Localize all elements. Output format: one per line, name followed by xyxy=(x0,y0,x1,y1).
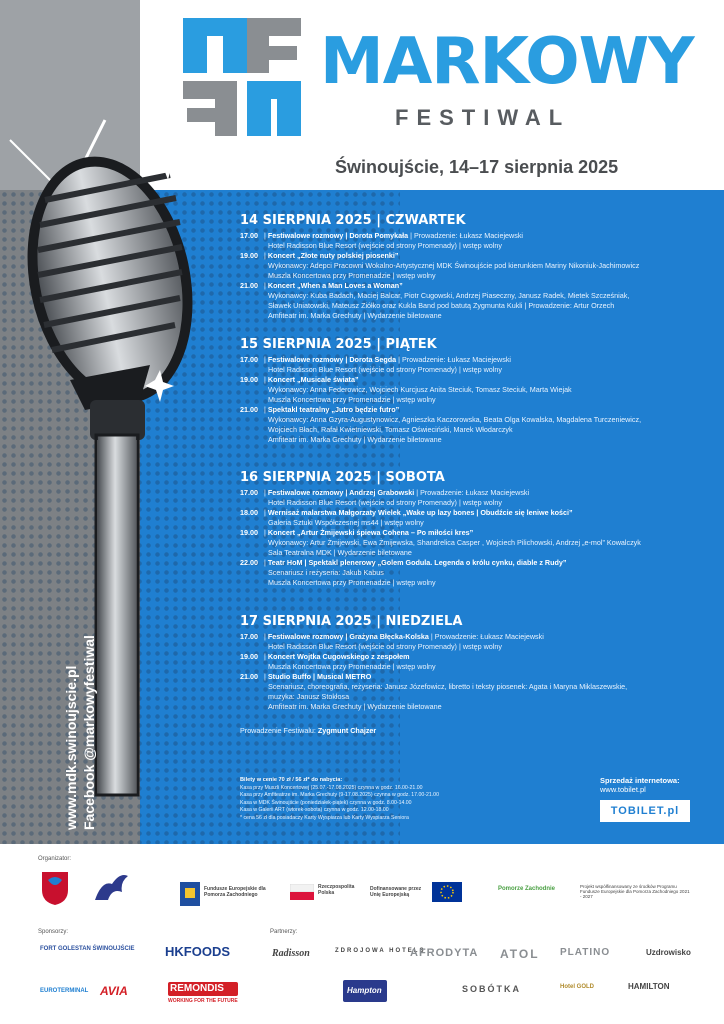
event-name: Wernisaż malarstwa Małgorzaty Wielek „Wake up lazy bones | Obudźcie się leniwe kości” xyxy=(267,508,573,517)
event-detail: Muszla Koncertowa przy Promenadzie | wstęp wolny xyxy=(268,578,436,587)
event-detail: Hotel Radisson Blue Resort (wejście od strony Promenady) | wstęp wolny xyxy=(268,642,502,651)
pomorze-logo: Pomorze Zachodnie xyxy=(498,886,556,892)
partner-logo: Hampton xyxy=(347,986,382,995)
tickets-line: Kasa przy Amfiteatrze im. Marka Grechuty (9-17.08.2025) czynna w godz. 17.00-21.00 xyxy=(240,792,439,798)
event-time: 17.00 xyxy=(240,355,258,364)
day-heading: 17 SIERPNIA 2025 | NIEDZIELA xyxy=(240,614,463,629)
organizer-label: Organizator: xyxy=(38,856,72,862)
event-time: 17.00 xyxy=(240,488,258,497)
fe-flag-icon xyxy=(180,882,200,906)
event-item: 19.00 | Koncert „Musicale świata” Wykonawcy: Anna Federowicz, Wojciech Kurcjusz Anita Steciuk, Tomasz Steciuk, Marta Wiejak Muszla Koncertowa przy Promenadzie | wstęp wolny xyxy=(240,375,710,405)
tickets-line: Kasa w MDK Świnoujście (poniedziałek-piątek) czynna w godz. 8.00-14.00 xyxy=(240,799,412,806)
event-item: 17.00 | Festiwalowe rozmowy | Andrzej Grabowski | Prowadzenie: Łukasz Maciejewski Hotel Radisson Blue Resort (wejście od strony Promenady) | wstęp wolny xyxy=(240,488,710,508)
event-detail: Sala Teatralna MDK | Wydarzenie biletowane xyxy=(268,548,412,557)
event-item: 19.00 | Koncert Wojtka Cugowskiego z zespołem Muszla Koncertowa przy Promenadzie | wstęp wolny xyxy=(240,652,710,672)
footer xyxy=(0,844,724,1024)
event-name: Koncert „Złote nuty polskiej piosenki” xyxy=(267,251,399,260)
event-name: Festiwalowe rozmowy | Andrzej Grabowski xyxy=(267,488,415,497)
event-detail: Wykonawcy: Adepci Pracowni Wokalno-Artystycznej MDK Świnoujście pod kierunkiem Mariny Nikoniuk-Jachimowicz xyxy=(268,261,640,270)
poland-flag-icon xyxy=(290,884,314,900)
tickets-line: Kasa w Galerii ART (wtorek-sobota) czynna w godz. 12.00-18.00 xyxy=(240,807,389,813)
day-section xyxy=(240,614,710,712)
event-detail: Scenariusz i reżyseria: Jakub Kabus xyxy=(268,568,384,577)
tickets-line: * cena 56 zł dla posiadaczy Karty Wyspiarza lub Karty Wyspiarza Seniora xyxy=(240,814,409,821)
tickets-info xyxy=(240,777,500,822)
event-time: 21.00 xyxy=(240,281,258,290)
event-host: | Prowadzenie: Łukasz Maciejewski xyxy=(428,632,544,641)
event-detail: Hotel Radisson Blue Resort (wejście od strony Promenady) | wstęp wolny xyxy=(268,498,502,507)
event-time: 22.00 xyxy=(240,558,258,567)
event-detail: Galeria Sztuki Współczesnej ms44 | wstęp wolny xyxy=(268,518,424,527)
partner-logo: Hotel GOLD xyxy=(560,984,594,990)
event-detail: Muszla Koncertowa przy Promenadzie | wstęp wolny xyxy=(268,395,436,404)
event-item: 17.00 | Festiwalowe rozmowy | Grażyna Błęcka-Kolska | Prowadzenie: Łukasz Maciejewski Hotel Radisson Blue Resort (wejście od strony Promenady) | wstęp wolny xyxy=(240,632,710,652)
event-item: 21.00 | Spektakl teatralny „Jutro będzie futro” Wykonawcy: Anna Gzyra-Augustynowicz, Agnieszka Kaczorowska, Beata Olga Kowalska, Magdalena Turczeniewicz, Wojciech Błach, Rafał Kwietniewski, Tomasz Oświeciński, Marek Włodarczyk Amfiteatr im. Marka Grechuty | Wydarzenie biletowane xyxy=(240,405,710,445)
event-detail: Wykonawcy: Artur Żmijewski, Ewa Żmijewska, Shandrelica Casper , Wojciech Pilichowski, Andrzej „e-mol” Kowalczyk xyxy=(268,538,641,547)
event-time: 18.00 xyxy=(240,508,258,517)
microphone-icon xyxy=(0,80,240,840)
partner-logo: PLATINO xyxy=(560,947,611,958)
event-detail: Hotel Radisson Blue Resort (wejście od strony Promenady) | wstęp wolny xyxy=(268,365,502,374)
partner-logo: HAMILTON xyxy=(628,982,670,991)
event-detail: Muszla Koncertowa przy Promenadzie | wstęp wolny xyxy=(268,662,436,671)
sponsor-logo: HKFOODS xyxy=(165,944,230,959)
festival-title: MARKOWY xyxy=(320,25,694,99)
event-name: Teatr HoM | Spektakl plenerowy „Golem Godula. Legenda o królu cynku, diable z Rudy” xyxy=(267,558,567,567)
event-name: Koncert „When a Man Loves a Woman” xyxy=(267,281,403,290)
sponsor-logo: FORT GOLESTAN ŚWINOUJŚCIE xyxy=(40,946,135,952)
partner-logo: ATOL xyxy=(500,947,540,961)
event-item: 19.00 | Koncert „Złote nuty polskiej piosenki” Wykonawcy: Adepci Pracowni Wokalno-Artystycznej MDK Świnoujście pod kierunkiem Mariny Nikoniuk-Jachimowicz Muszla Koncertowa przy Promenadzie | wstęp wolny xyxy=(240,251,710,281)
project-note: Projekt współfinansowany ze środków Programu Fundusze Europejskie dla Pomorza Zachodniego 2021 - 2027 xyxy=(580,884,690,899)
event-item: 17.00 | Festiwalowe rozmowy | Dorota Segda | Prowadzenie: Łukasz Maciejewski Hotel Radisson Blue Resort (wejście od strony Promenady) | wstęp wolny xyxy=(240,355,710,375)
partner-logo: Radisson xyxy=(272,948,310,959)
sponsor-logo: EUROTERMINAL xyxy=(40,988,89,994)
facebook-link[interactable]: Facebook @markowyfestiwal xyxy=(81,635,97,830)
event-time: 19.00 xyxy=(240,375,258,384)
city-crest-icon xyxy=(40,870,70,906)
day-section xyxy=(240,337,710,445)
event-detail: Wykonawcy: Anna Federowicz, Wojciech Kurcjusz Anita Steciuk, Tomasz Steciuk, Marta Wiejak xyxy=(268,385,572,394)
event-time: 19.00 xyxy=(240,251,258,260)
event-detail: Hotel Radisson Blue Resort (wejście od strony Promenady) | wstęp wolny xyxy=(268,241,502,250)
event-detail: Scenariusz, choreografia, reżyseria: Janusz Józefowicz, libretto i teksty piosenek: Agata i Maryna Miklaszewskie, xyxy=(268,682,628,691)
event-name: Koncert Wojtka Cugowskiego z zespołem xyxy=(267,652,410,661)
event-time: 21.00 xyxy=(240,405,258,414)
day-heading: 15 SIERPNIA 2025 | PIĄTEK xyxy=(240,337,437,352)
sponsor-logo: AVIA xyxy=(100,984,128,998)
event-detail: Wykonawcy: Kuba Badach, Maciej Balcar, Piotr Cugowski, Andrzej Piaseczny, Janusz Radek, Mietek Szcześniak, xyxy=(268,291,630,300)
pegasus-icon xyxy=(90,870,130,906)
online-sales xyxy=(600,776,710,822)
event-name: Koncert „Musicale świata” xyxy=(267,375,359,384)
event-item: 21.00 | Studio Buffo | Musical METRO Scenariusz, choreografia, reżyseria: Janusz Józefowicz, libretto i teksty piosenek: Agata i Maryna Miklaszewskie, muzyka: Janusz Stokłosa Amfiteatr im. Marka Grechuty | Wydarzenie biletowane xyxy=(240,672,710,712)
fe-logo: Fundusze Europejskie dla Pomorza Zachodniego xyxy=(204,886,266,898)
sponsor-tagline: WORKING FOR THE FUTURE xyxy=(168,998,238,1004)
day-section xyxy=(240,213,710,321)
event-name: Festiwalowe rozmowy | Dorota Pomykała xyxy=(267,231,409,240)
day-heading: 14 SIERPNIA 2025 | CZWARTEK xyxy=(240,213,466,228)
sponsor-logo: REMONDIS xyxy=(170,983,224,994)
day-heading: 16 SIERPNIA 2025 | SOBOTA xyxy=(240,470,445,485)
sponsors-label: Sponsorzy: xyxy=(38,929,69,935)
event-time: 19.00 xyxy=(240,652,258,661)
festival-director: Prowadzenie Festiwalu: Zygmunt Chajzer xyxy=(240,726,377,735)
event-name: Studio Buffo | Musical METRO xyxy=(267,672,372,681)
event-time: 17.00 xyxy=(240,231,258,240)
event-detail: Sławek Uniatowski, Mateusz Ziółko oraz Kukla Band pod batutą Zygmunta Kukli | Prowadzenie: Artur Orzech xyxy=(268,301,615,310)
event-item: 19.00 | Koncert „Artur Żmijewski śpiewa Cohena – Po miłości kres” Wykonawcy: Artur Żmijewski, Ewa Żmijewska, Shandrelica Casper , Wojciech Pilichowski, Andrzej „e-mol” Kowalczyk Sala Teatralna MDK | Wydarzenie biletowane xyxy=(240,528,710,558)
event-item: 22.00 | Teatr HoM | Spektakl plenerowy „Golem Godula. Legenda o królu cynku, diable z Rudy” Scenariusz i reżyseria: Jakub Kabus Muszla Koncertowa przy Promenadzie | wstęp wolny xyxy=(240,558,710,588)
website-link[interactable]: www.mdk.swinoujscie.pl xyxy=(63,665,79,830)
event-host: | Prowadzenie: Łukasz Maciejewski xyxy=(396,355,512,364)
day-section xyxy=(240,470,710,588)
sales-heading: Sprzedaż internetowa: xyxy=(600,776,680,785)
event-detail: Muszla Koncertowa przy Promenadzie | wstęp wolny xyxy=(268,271,436,280)
eu-flag-icon xyxy=(432,882,462,902)
rp-logo: Rzeczpospolita Polska xyxy=(318,884,355,896)
event-time: 17.00 xyxy=(240,632,258,641)
event-detail: Wojciech Błach, Rafał Kwietniewski, Tomasz Oświeciński, Marek Włodarczyk xyxy=(268,425,513,434)
event-detail: Amfiteatr im. Marka Grechuty | Wydarzenie biletowane xyxy=(268,702,442,711)
festival-date: Świnoujście, 14–17 sierpnia 2025 xyxy=(335,157,619,177)
partners-label: Partnerzy: xyxy=(270,929,298,935)
event-name: Festiwalowe rozmowy | Grażyna Błęcka-Kolska xyxy=(267,632,429,641)
event-host: | Prowadzenie: Łukasz Maciejewski xyxy=(414,488,530,497)
event-item: 18.00 | Wernisaż malarstwa Małgorzaty Wielek „Wake up lazy bones | Obudźcie się leniwe kości” Galeria Sztuki Współczesnej ms44 | wstęp wolny xyxy=(240,508,710,528)
event-host: | Prowadzenie: Łukasz Maciejewski xyxy=(408,231,524,240)
event-detail: Amfiteatr im. Marka Grechuty | Wydarzenie biletowane xyxy=(268,435,442,444)
event-name: Koncert „Artur Żmijewski śpiewa Cohena – Po miłości kres” xyxy=(267,528,474,537)
event-time: 19.00 xyxy=(240,528,258,537)
event-name: Festiwalowe rozmowy | Dorota Segda xyxy=(267,355,397,364)
event-name: Spektakl teatralny „Jutro będzie futro” xyxy=(267,405,400,414)
tickets-heading: Bilety w cenie 70 zł / 56 zł* do nabycia: xyxy=(240,777,343,783)
event-time: 21.00 xyxy=(240,672,258,681)
ue-text: Dofinansowane przez Unię Europejską xyxy=(370,886,422,898)
event-detail: Amfiteatr im. Marka Grechuty | Wydarzenie biletowane xyxy=(268,311,442,320)
partner-logo: ZDROJOWA HOTELS xyxy=(335,948,426,954)
sales-url[interactable]: www.tobilet.pl xyxy=(600,785,646,794)
festival-subtitle: FESTIWAL xyxy=(395,105,571,130)
event-detail: Wykonawcy: Anna Gzyra-Augustynowicz, Agnieszka Kaczorowska, Beata Olga Kowalska, Magdalena Turczeniewicz, xyxy=(268,415,642,424)
partner-logo: Uzdrowisko xyxy=(646,948,691,957)
side-contact xyxy=(62,600,98,830)
event-item: 17.00 | Festiwalowe rozmowy | Dorota Pomykała | Prowadzenie: Łukasz Maciejewski Hotel Radisson Blue Resort (wejście od strony Promenady) | wstęp wolny xyxy=(240,231,710,251)
partner-logo: SOBÓTKA xyxy=(462,984,521,994)
tickets-line: Kasa przy Muszli Koncertowej (25.07.-17.08.2025) czynna w godz. 16.00-21.00 xyxy=(240,784,423,791)
event-detail: muzyka: Janusz Stokłosa xyxy=(268,692,350,701)
event-item: 21.00 | Koncert „When a Man Loves a Woman” Wykonawcy: Kuba Badach, Maciej Balcar, Piotr Cugowski, Andrzej Piaseczny, Janusz Radek, Mietek Szcześniak, Sławek Uniatowski, Mateusz Ziółko oraz Kukla Band pod batutą Zygmunta Kukli | Prowadzenie: Artur Orzech Amfiteatr im. Marka Grechuty | Wydarzenie biletowane xyxy=(240,281,710,321)
tobilet-logo[interactable]: TOBILET.pl xyxy=(600,800,690,822)
partner-logo: AFRODYTA xyxy=(410,947,479,959)
